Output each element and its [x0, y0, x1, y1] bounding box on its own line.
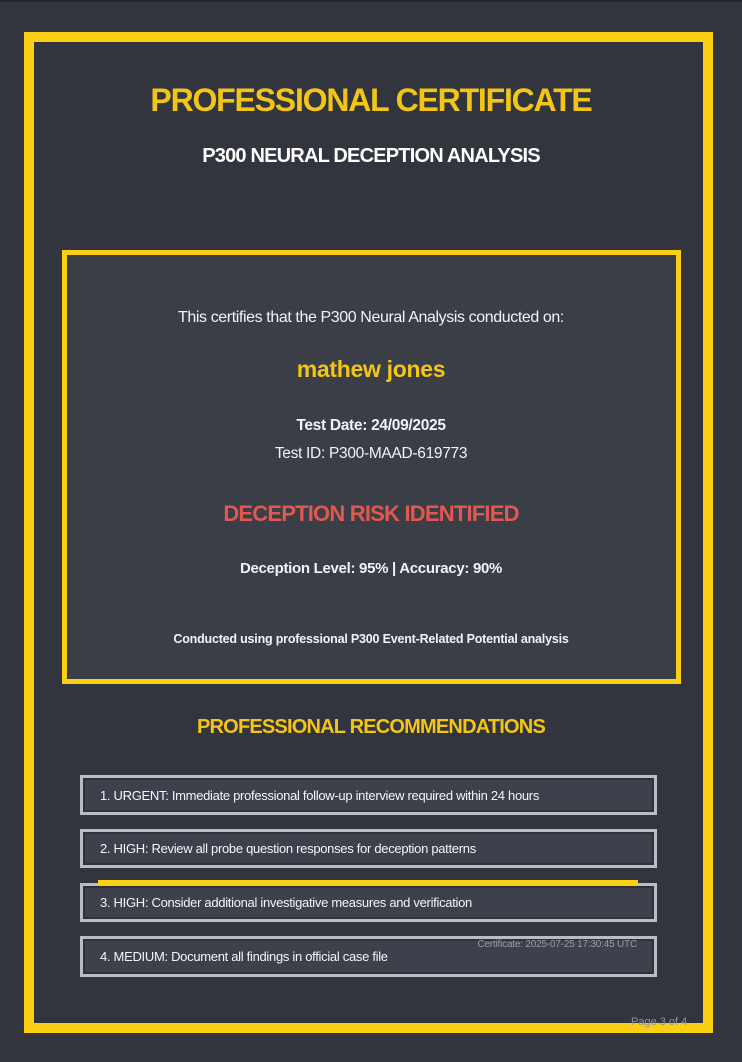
recommendation-item-3: 3. HIGH: Consider additional investigative measures and verification	[80, 883, 657, 922]
risk-status-heading: DECEPTION RISK IDENTIFIED	[223, 501, 519, 526]
method-note: Conducted using professional P300 Event-Related Potential analysis	[173, 632, 569, 646]
yellow-accent-stripe	[98, 880, 638, 886]
recommendation-item-1: 1. URGENT: Immediate professional follow-up interview required within 24 hours	[80, 775, 657, 815]
test-date: Test Date: 24/09/2025	[296, 417, 446, 434]
subject-name: mathew jones	[296, 356, 446, 382]
certificate-timestamp: Certificate: 2025-07-25 17:30:45 UTC	[477, 939, 637, 950]
recommendation-item-2: 2. HIGH: Review all probe question responses for deception patterns	[80, 829, 657, 868]
certification-intro-text: This certifies that the P300 Neural Analysis conducted on:	[178, 309, 564, 326]
deception-metrics: Deception Level: 95% | Accuracy: 90%	[239, 560, 503, 577]
page-top-edge	[0, 0, 742, 2]
test-id: Test ID: P300-MAAD-619773	[274, 445, 468, 462]
recommendations-heading: PROFESSIONAL RECOMMENDATIONS	[197, 716, 545, 738]
certificate-subtitle: P300 NEURAL DECEPTION ANALYSIS	[202, 145, 540, 167]
recommendation-item-4: 4. MEDIUM: Document all findings in official case file	[80, 936, 657, 977]
certificate-title: PROFESSIONAL CERTIFICATE	[150, 82, 592, 118]
page-indicator: Page 3 of 4	[631, 1016, 688, 1028]
